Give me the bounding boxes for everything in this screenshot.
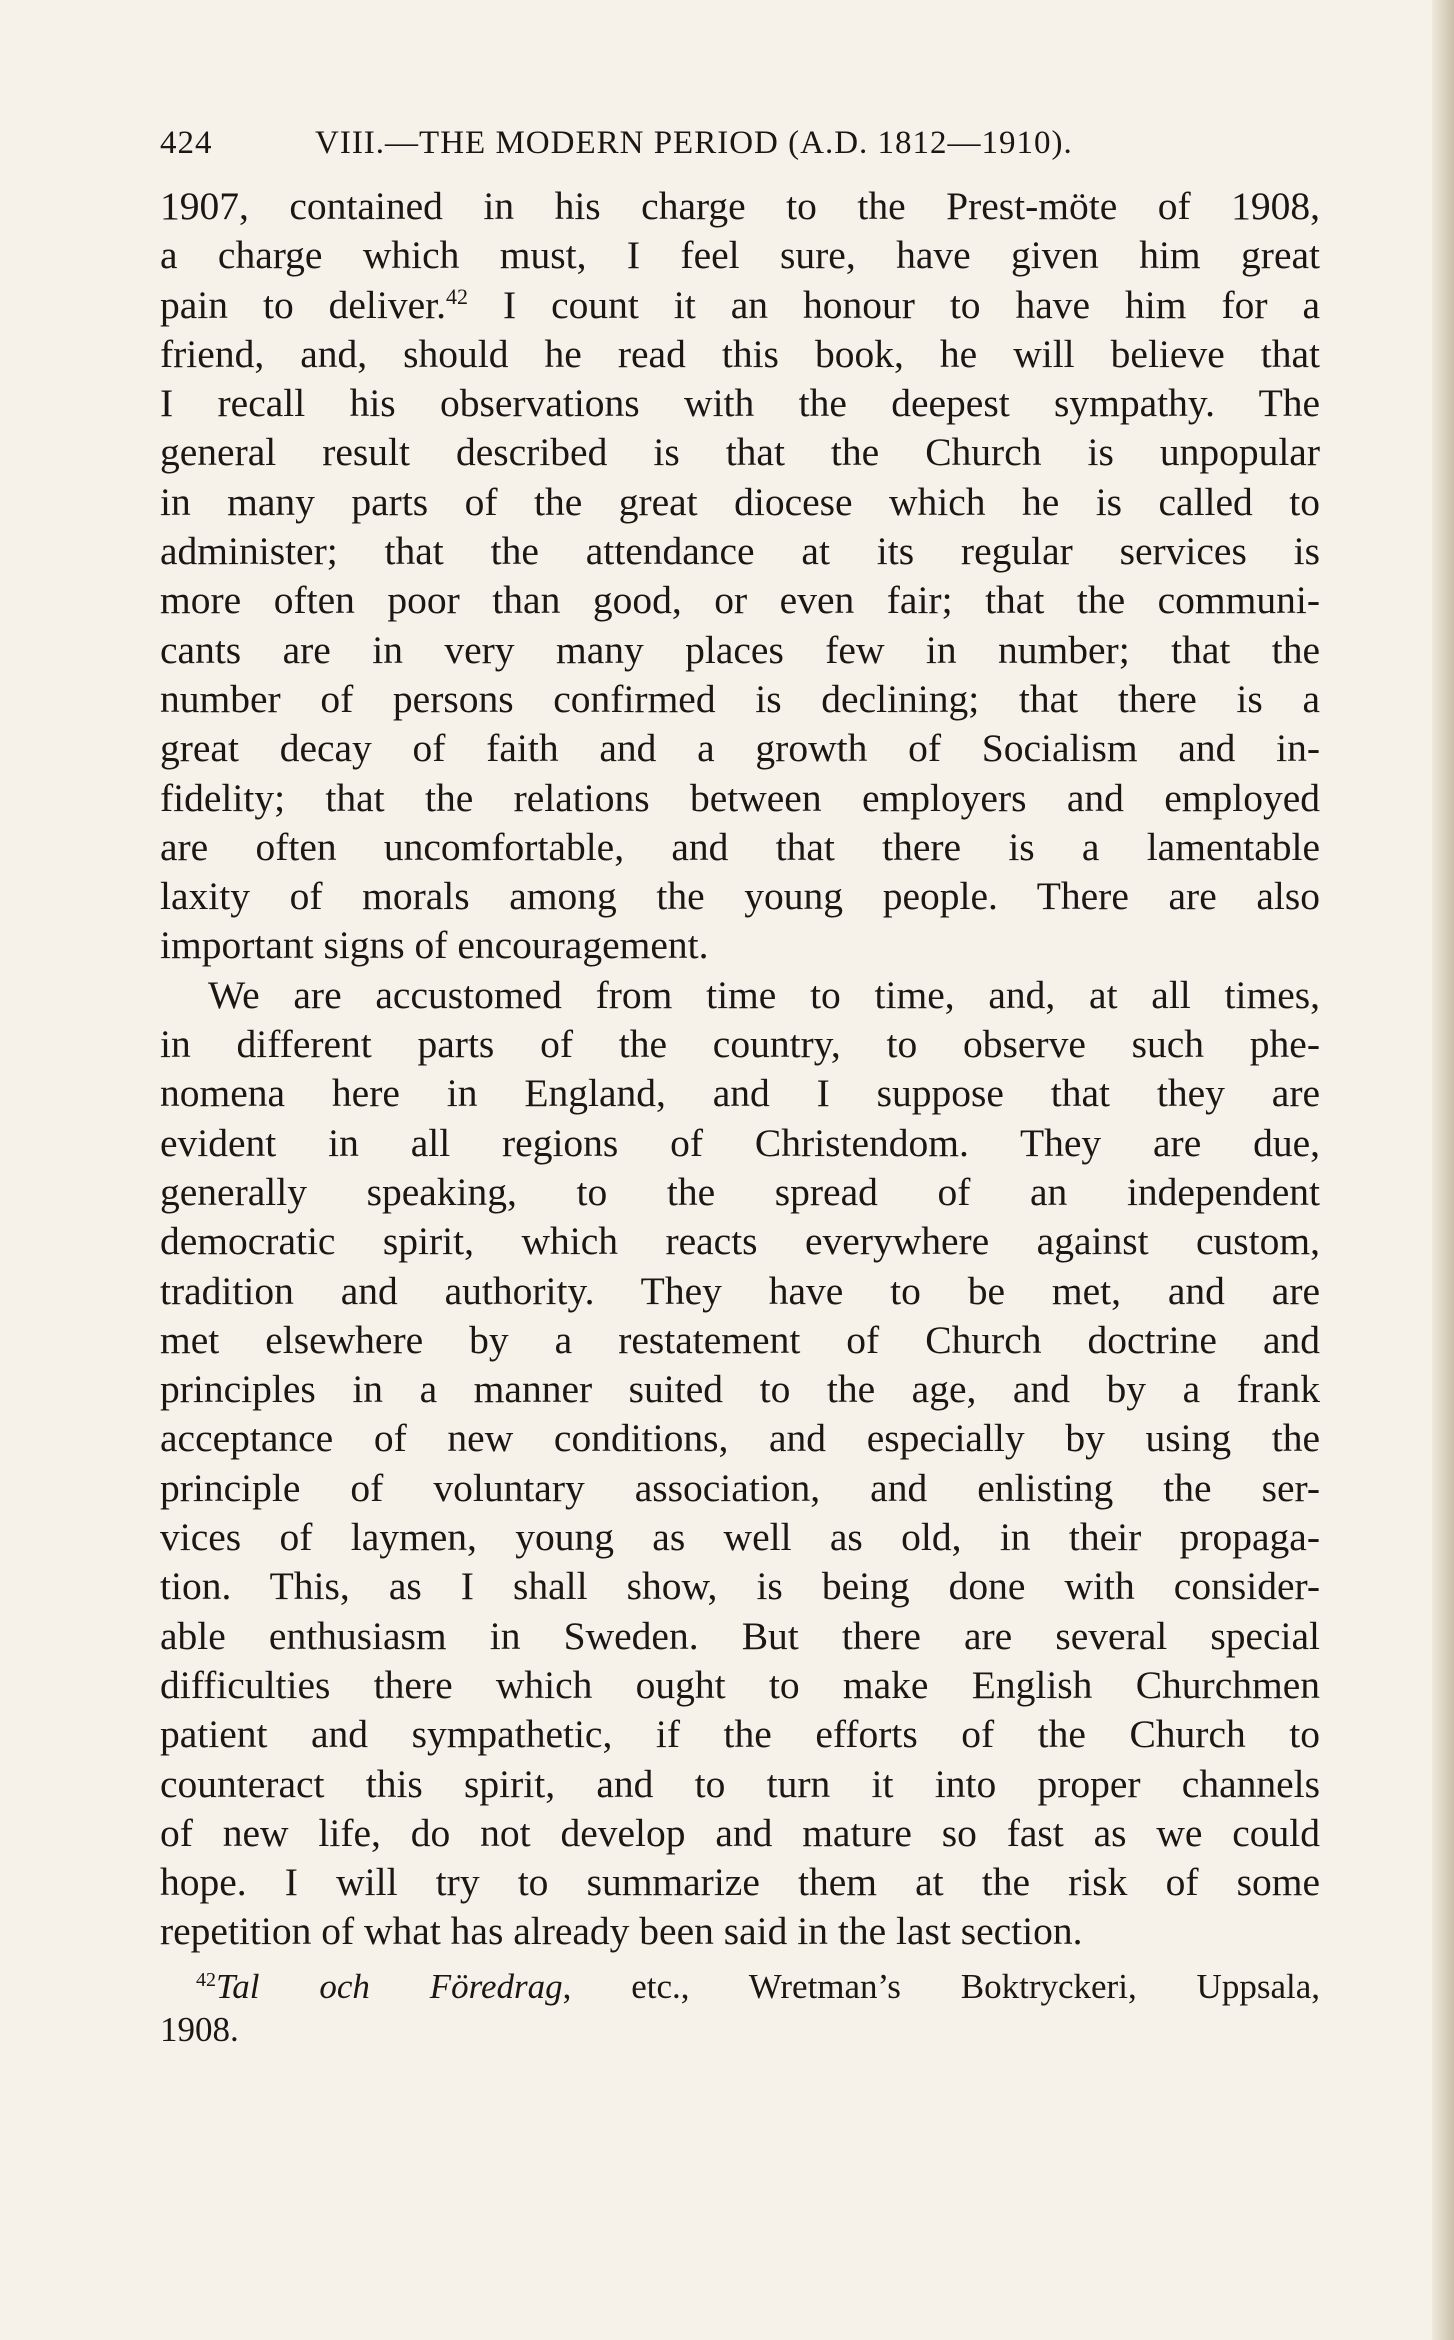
text-line: principles in a manner suited to the age, and by a frank xyxy=(160,1367,1320,1412)
text-line: a charge which must, I feel sure, have given him great xyxy=(160,233,1320,278)
text-line: in different parts of the country, to observe such phe- xyxy=(160,1022,1320,1067)
text-line: in many parts of the great diocese which he is called to xyxy=(160,479,1320,524)
text-line: met elsewhere by a restatement of Church doctrine and xyxy=(160,1317,1320,1362)
text-line: evident in all regions of Christendom. They are due, xyxy=(160,1120,1320,1165)
text-line: democratic spirit, which reacts everywhere against custom, xyxy=(160,1219,1320,1264)
text-line: able enthusiasm in Sweden. But there are several special xyxy=(160,1613,1320,1658)
text-line: of new life, do not develop and mature so fast as we could xyxy=(160,1810,1320,1855)
footnote-number: 42 xyxy=(196,1969,216,1991)
text-line: We are accustomed from time to time, and, at all times, xyxy=(208,972,1320,1017)
text-line: general result described is that the Church is unpopular xyxy=(160,430,1320,475)
footnote-line xyxy=(160,1965,1320,2008)
text-line: vices of laymen, young as well as old, in their propaga- xyxy=(160,1515,1320,1560)
text-line xyxy=(160,281,1320,330)
text-line: tradition and authority. They have to be met, and are xyxy=(160,1268,1320,1313)
text-line: repetition of what has already been said in the last section. xyxy=(160,1909,1083,1954)
footnote-reference: 42 xyxy=(446,283,469,309)
footnote xyxy=(160,1965,1320,2051)
text-line: nomena here in England, and I suppose that they are xyxy=(160,1071,1320,1116)
text-line: generally speaking, to the spread of an independent xyxy=(160,1169,1320,1214)
text-line: administer; that the attendance at its regular services is xyxy=(160,529,1320,574)
text-line: are often uncomfortable, and that there is a lamentable xyxy=(160,824,1320,869)
text-line: great decay of faith and a growth of Socialism and in- xyxy=(160,726,1320,771)
text-segment: I count it an honour to have him for a xyxy=(468,282,1320,327)
text-line: difficulties there which ought to make English Churchmen xyxy=(160,1662,1320,1707)
text-line: fidelity; that the relations between employers and employed xyxy=(160,775,1320,820)
text-line: 1907, contained in his charge to the Prest-möte of 1908, xyxy=(160,184,1320,228)
footnote-line: 1908. xyxy=(160,2010,239,2049)
text-segment: pain to deliver. xyxy=(160,282,447,327)
text-line: I recall his observations with the deepest sympathy. The xyxy=(160,381,1320,426)
footnote-text: , etc., Wretman’s Boktryckeri, Uppsala, xyxy=(562,1967,1320,2006)
text-line: friend, and, should he read this book, he will believe that xyxy=(160,331,1320,376)
text-line: cants are in very many places few in number; that the xyxy=(160,627,1320,672)
text-line: principle of voluntary association, and enlisting the ser- xyxy=(160,1465,1320,1510)
footnote-title: Tal och Föredrag xyxy=(216,1967,563,2006)
running-head xyxy=(160,125,1320,169)
text-line: laxity of morals among the young people. There are also xyxy=(160,874,1320,919)
page-number: 424 xyxy=(160,125,213,161)
text-line: more often poor than good, or even fair; that the communi- xyxy=(160,578,1320,623)
text-line: hope. I will try to summarize them at the risk of some xyxy=(160,1860,1320,1905)
body-text xyxy=(160,182,1320,1957)
text-line: patient and sympathetic, if the efforts of the Church to xyxy=(160,1712,1320,1757)
text-line: counteract this spirit, and to turn it into proper channels xyxy=(160,1761,1320,1806)
text-line: number of persons confirmed is declining; that there is a xyxy=(160,676,1320,721)
text-line: important signs of encouragement. xyxy=(160,923,709,968)
page-edge xyxy=(1432,0,1454,2340)
running-title: VIII.—THE MODERN PERIOD (A.D. 1812—1910). xyxy=(315,125,1073,161)
text-line: tion. This, as I shall show, is being done with consider- xyxy=(160,1564,1320,1609)
text-line: acceptance of new conditions, and especially by using the xyxy=(160,1416,1320,1461)
